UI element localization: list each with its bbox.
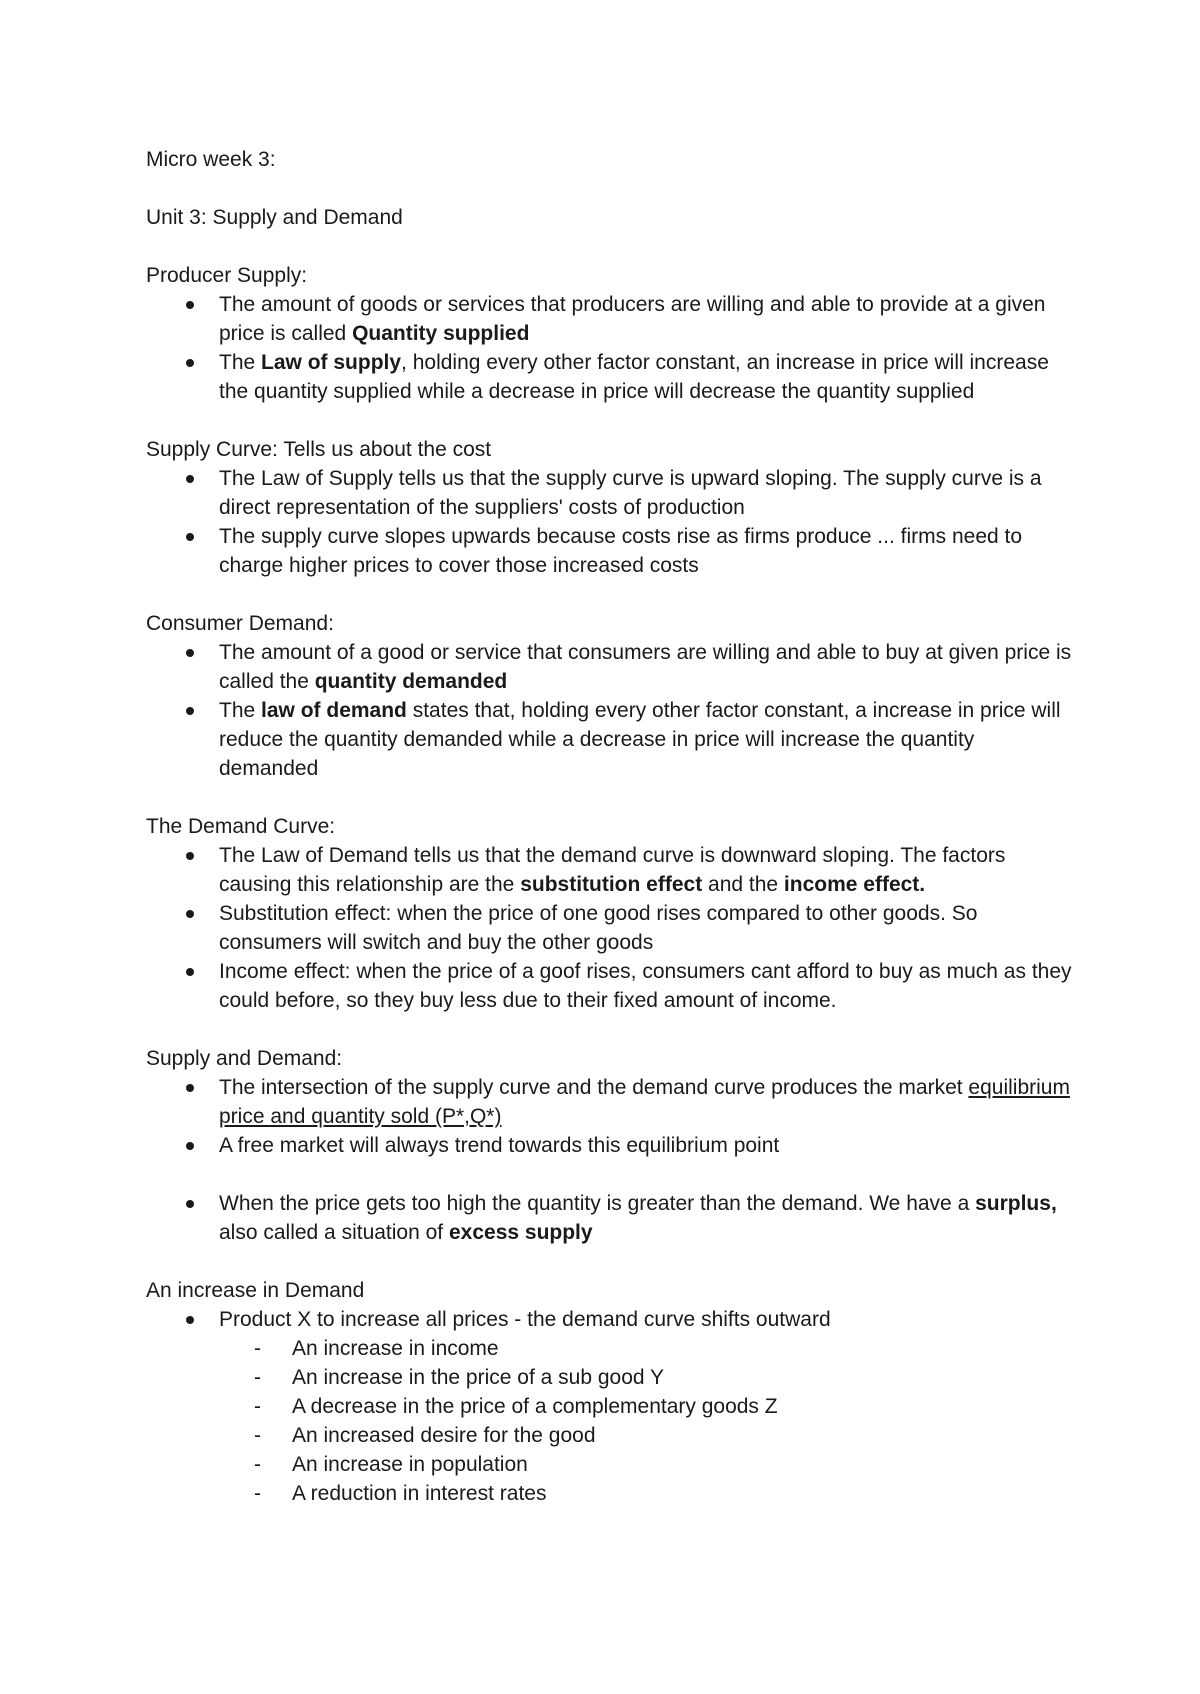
- text: states that, holding every other factor constant, a increase in price will reduce the quantity demanded while a decrease in price will increase the quantity demanded: [219, 699, 1061, 780]
- text: , holding every other factor constant, an increase in price will increase the quantity supplied while a decrease in price will decrease the quantity supplied: [219, 351, 1049, 403]
- section-heading: An increase in Demand: [146, 1279, 365, 1302]
- list-item: [146, 1073, 1076, 1131]
- text: The amount of a good or service that consumers are willing and able to buy at given price is called the: [219, 641, 1072, 693]
- list-item: [146, 638, 1076, 696]
- bold-term: Law of supply: [261, 351, 402, 374]
- list-item: [146, 290, 1076, 348]
- bullet-list: [146, 290, 1076, 406]
- bold-term: income effect.: [783, 873, 926, 896]
- dash-list: [146, 1334, 1076, 1508]
- list-item: - A decrease in the price of a complementary goods Z: [146, 1392, 1076, 1421]
- list-item: - An increase in the price of a sub good Y: [146, 1363, 1076, 1392]
- list-item: Substitution effect: when the price of one good rises compared to other goods. So consumers will switch and buy the other goods: [146, 899, 1076, 957]
- text: When the price gets too high the quantity is greater than the demand. We have a: [219, 1192, 976, 1215]
- bullet-list: [146, 464, 1076, 580]
- document-page: [146, 145, 1076, 1508]
- text: and the: [702, 873, 784, 896]
- text: The amount of goods or services that producers are willing and able to provide at a given price is called: [219, 293, 1046, 345]
- section-heading: Supply and Demand:: [146, 1047, 343, 1070]
- list-item: A free market will always trend towards this equilibrium point: [146, 1131, 1076, 1160]
- bullet-list: [146, 1305, 1076, 1334]
- list-item: [146, 696, 1076, 783]
- section-supply-curve: [146, 435, 1076, 580]
- list-item: - An increase in population: [146, 1450, 1076, 1479]
- section-supply-and-demand: [146, 1044, 1076, 1247]
- bold-term: quantity demanded: [314, 670, 508, 693]
- section-heading: The Demand Curve:: [146, 815, 336, 838]
- list-item: - A reduction in interest rates: [146, 1479, 1076, 1508]
- bold-term: Quantity supplied: [352, 322, 530, 345]
- text: The: [219, 699, 262, 722]
- list-item: - An increased desire for the good: [146, 1421, 1076, 1450]
- bold-term: law of demand: [261, 699, 407, 722]
- list-item: [146, 1189, 1076, 1247]
- bold-term: excess supply: [448, 1221, 593, 1244]
- list-item: [146, 841, 1076, 899]
- text: The Law of Demand tells us that the demand curve is downward sloping. The factors causing this relationship are the: [219, 844, 1006, 896]
- bold-term: substitution effect: [520, 873, 703, 896]
- list-item: [146, 348, 1076, 406]
- list-item: The Law of Supply tells us that the supply curve is upward sloping. The supply curve is a direct representation of the suppliers' costs of production: [146, 464, 1076, 522]
- underlined-term: equilibrium price and quantity sold (P*,Q*): [219, 1076, 1070, 1128]
- section-increase-in-demand: [146, 1276, 1076, 1508]
- bullet-list: [146, 638, 1076, 783]
- section-heading: Producer Supply:: [146, 264, 308, 287]
- list-item: Income effect: when the price of a goof rises, consumers cant afford to buy as much as they could before, so they buy less due to their fixed amount of income.: [146, 957, 1076, 1015]
- section-heading: Consumer Demand:: [146, 612, 334, 635]
- bullet-list: [146, 841, 1076, 1015]
- list-item: - An increase in income: [146, 1334, 1076, 1363]
- section-producer-supply: [146, 261, 1076, 406]
- bold-term: surplus,: [975, 1192, 1057, 1215]
- bullet-list: [146, 1073, 1076, 1160]
- text: The intersection of the supply curve and the demand curve produces the market: [219, 1076, 969, 1099]
- document-title: Micro week 3:: [146, 148, 276, 171]
- section-heading: Supply Curve: Tells us about the cost: [146, 438, 492, 461]
- text: also called a situation of: [219, 1221, 449, 1244]
- section-consumer-demand: [146, 609, 1076, 783]
- bullet-list: [146, 1189, 1076, 1247]
- list-item: Product X to increase all prices - the demand curve shifts outward: [146, 1305, 1076, 1334]
- section-demand-curve: [146, 812, 1076, 1015]
- text: The: [219, 351, 262, 374]
- unit-heading: Unit 3: Supply and Demand: [146, 206, 403, 229]
- list-item: The supply curve slopes upwards because costs rise as firms produce ... firms need to charge higher prices to cover those increased costs: [146, 522, 1076, 580]
